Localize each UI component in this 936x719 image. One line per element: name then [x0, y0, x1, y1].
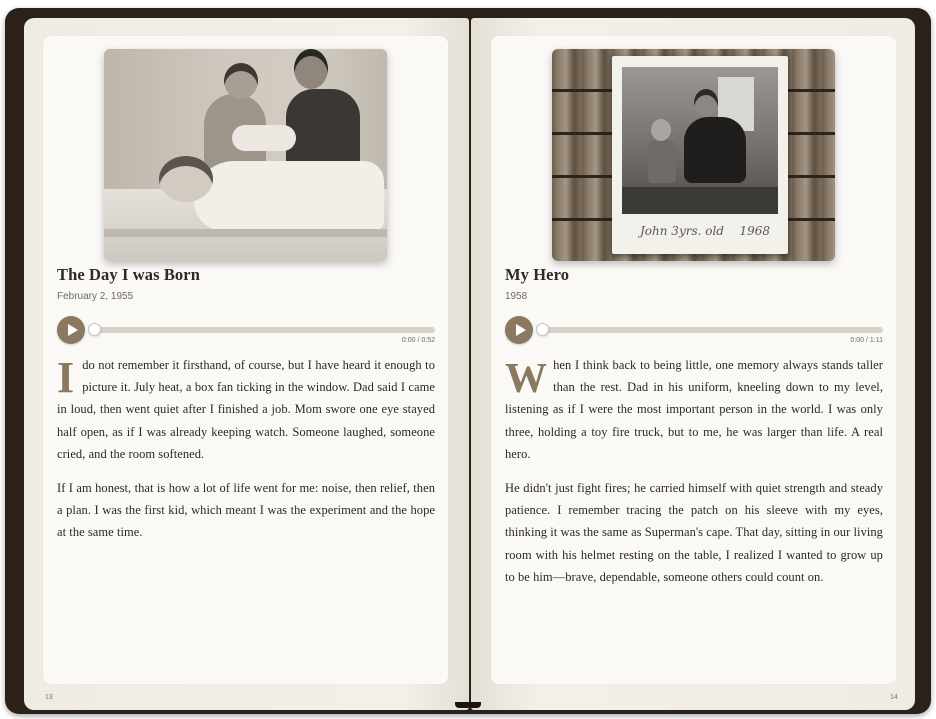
- play-icon: [68, 324, 78, 336]
- page-number: 14: [890, 694, 898, 701]
- paragraph: If I am honest, that is how a lot of life went for me: noise, then relief, then a plan. I was the first kid, which meant I was the experiment and the hope at the same time.: [57, 481, 435, 540]
- page-number: 13: [45, 694, 53, 701]
- paragraph: He didn't just fight fires; he carried himself with quiet strength and steady patience. I remember tracing the patch on his sleeve with my eyes, thinking it was the same as Superman's cape. That day, sitting in our living room with his helmet resting on the table, I realized I wanted to grow up to be him—brave, dependable, someone others could count on.: [505, 481, 883, 584]
- caption-year: 1968: [739, 224, 770, 238]
- birth-photo: [104, 49, 387, 261]
- audio-player: [505, 315, 883, 345]
- story-title: The Day I was Born: [57, 265, 200, 284]
- drop-cap: I: [57, 353, 75, 402]
- polaroid-caption: [612, 224, 788, 238]
- drop-cap: W: [505, 356, 548, 402]
- book: [5, 8, 931, 714]
- audio-player: [57, 315, 435, 345]
- book-spine-tab: [455, 702, 481, 708]
- paragraph: [505, 354, 883, 465]
- story-date: February 2, 1955: [57, 291, 134, 302]
- play-button[interactable]: [57, 316, 85, 344]
- paragraph: [57, 354, 435, 465]
- audio-progress-track[interactable]: [538, 327, 883, 333]
- paragraph-text: do not remember it firsthand, of course, but I have heard it enough to picture it. July heat, a box fan ticking in the window. Dad said I came in loud, then went quiet after I finished a job. Mom swore one eye stayed half open, as if I was already keeping watch. Someone laughed, someone cried, and the room softened.: [57, 358, 435, 461]
- audio-progress-track[interactable]: [90, 327, 435, 333]
- story-body: [505, 354, 883, 600]
- left-page-content: [43, 36, 448, 684]
- caption-name: John 3yrs. old: [640, 224, 724, 238]
- left-page[interactable]: [24, 18, 469, 710]
- play-icon: [516, 324, 526, 336]
- paragraph-text: hen I think back to being little, one memory always stands taller than the rest. Dad in his uniform, kneeling down to my level, listening as if I were the most important person in the world. I was only three, holding a toy fire truck, but to me, he was larger than life. A real hero.: [505, 358, 883, 461]
- audio-scrubber-handle[interactable]: [88, 323, 101, 336]
- story-date: 1958: [505, 291, 528, 302]
- polaroid-picture: [622, 67, 778, 214]
- right-page[interactable]: [471, 18, 915, 710]
- audio-time: 0:00 / 1:11: [850, 337, 883, 344]
- hero-photo: [552, 49, 835, 261]
- audio-scrubber-handle[interactable]: [536, 323, 549, 336]
- right-page-content: [491, 36, 896, 684]
- story-body: [57, 354, 435, 556]
- story-title: My Hero: [505, 265, 570, 284]
- audio-time: 0:00 / 0:52: [401, 337, 435, 344]
- polaroid-frame: [612, 56, 788, 254]
- play-button[interactable]: [505, 316, 533, 344]
